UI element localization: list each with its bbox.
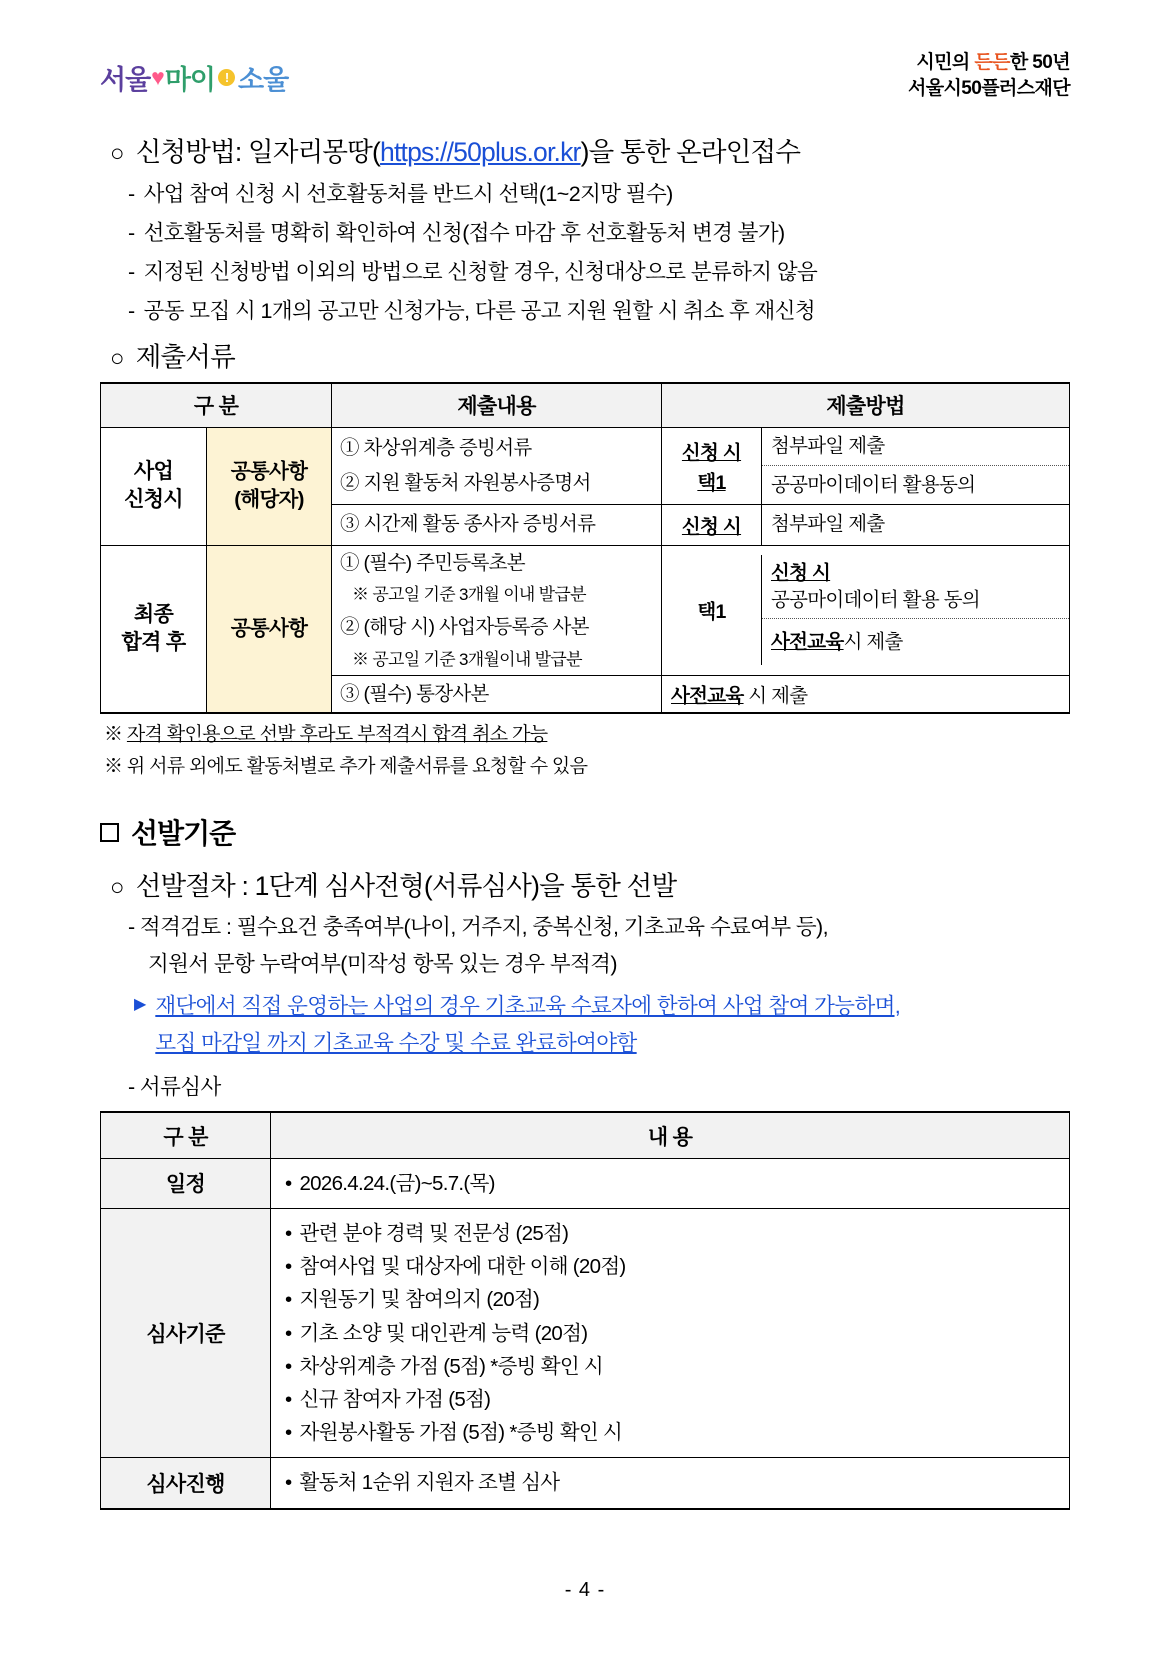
column-header-content: 제출내용 — [332, 383, 662, 427]
table-header-row — [101, 1112, 1070, 1158]
highlight-line1: 재단에서 직접 운영하는 사업의 경우 기초교육 수료자에 한하여 사업 참여 가능하며, — [155, 993, 901, 1018]
table-row — [101, 427, 1070, 504]
content-cell-apply-1 — [332, 427, 662, 504]
method-cell-apply-2 — [662, 504, 1070, 545]
triangle-bullet-icon: ▶ — [134, 995, 147, 1013]
tagline-accent: 든든 — [974, 52, 1010, 73]
highlight-line2: 모집 마감일 까지 기초교육 수강 및 수료 완료하여야함 — [155, 1031, 637, 1056]
list-item-label: 선호활동처를 명확히 확인하여 신청(접수 마감 후 선호활동처 변경 불가) — [143, 221, 785, 245]
apply-heading-after: )을 통한 온라인접수 — [580, 137, 801, 167]
list-item: • 관련 분야 경력 및 전문성 (25점) — [285, 1222, 569, 1246]
table-row — [101, 545, 1070, 676]
method-block-pretraining — [762, 618, 1069, 665]
tagline-prefix: 시민의 — [916, 52, 975, 73]
eligibility-text-line2: 지원서 문항 누락여부(미작성 항목 있는 경우 부적격) — [148, 951, 617, 976]
list-item: • 2026.4.24.(금)~5.7.(목) — [285, 1171, 495, 1195]
seoul-my-soul-logo — [100, 58, 288, 97]
list-item: • 기초 소양 및 대인관계 능력 (20점) — [285, 1321, 588, 1345]
method-block-mydata — [762, 555, 1069, 618]
documents-note-2 — [104, 751, 1070, 778]
selection-procedure-label: 선발절차 : 1단계 심사전형(서류심사)을 통한 선발 — [135, 871, 677, 902]
method-tag-pick-one: 택1 — [697, 471, 726, 494]
row-label-line1: 사업 — [133, 459, 174, 483]
method-tag-apply-time: 신청 시 — [681, 441, 742, 464]
row-label-criteria: 심사기준 — [101, 1209, 271, 1458]
selection-procedure-heading — [110, 864, 1070, 903]
list-item-label: 참여사업 및 대상자에 대한 이해 (20점) — [299, 1255, 626, 1279]
list-item: • 활동처 1순위 지원자 조별 심사 — [285, 1471, 560, 1495]
square-marker-icon — [100, 823, 119, 842]
circle-marker-icon: ○ — [110, 874, 124, 902]
list-item-label: 기초 소양 및 대인관계 능력 (20점) — [299, 1321, 588, 1345]
list-item-label: 자원봉사활동 가점 (5점) *증빙 확인 시 — [299, 1421, 623, 1445]
row-label-schedule: 일정 — [101, 1158, 271, 1208]
list-item-label: 2026.4.24.(금)~5.7.(목) — [299, 1171, 495, 1195]
content-cell-apply-2 — [332, 504, 662, 545]
common-line1: 공통사항 — [230, 460, 308, 484]
row-label-line2: 신청시 — [124, 488, 183, 511]
foundation-logo — [908, 50, 1070, 101]
list-item-label: 공동 모집 시 1개의 공고만 신청가능, 다른 공고 지원 원할 시 취소 후 재신청 — [143, 299, 816, 323]
content-cell-final-2 — [332, 676, 662, 714]
content-item: ② (해당 시) 사업자등록증 사본 — [340, 616, 589, 639]
column-header-method: 제출방법 — [662, 383, 1070, 427]
review-table — [100, 1111, 1070, 1509]
selection-title-label: 선발기준 — [131, 818, 236, 850]
method-tag-pick-one: 택1 — [697, 601, 726, 624]
list-item: • 참여사업 및 대상자에 대한 이해 (20점) — [285, 1255, 626, 1279]
page-number: - 4 - — [564, 1579, 606, 1601]
content-note: ※ 공고일 기준 3개월이내 발급분 — [352, 649, 582, 669]
common-line2: (해당자) — [234, 488, 304, 511]
jobmongttang-link[interactable]: https://50plus.or.kr — [380, 137, 581, 167]
list-item-label: 관련 분야 경력 및 전문성 (25점) — [299, 1222, 569, 1246]
content-item: ③ 시간제 활동 종사자 증빙서류 — [340, 513, 596, 536]
list-item: - 사업 참여 신청 시 선호활동처를 반드시 선택(1~2지망 필수) — [128, 182, 673, 206]
highlight-note — [134, 988, 1070, 1063]
method-text-submit: 시 제출 — [843, 631, 903, 654]
logo-text-part2: 마이 — [164, 65, 215, 95]
eligibility-text-line1: - 적격검토 : 필수요건 충족여부(나이, 거주지, 중복신청, 기초교육 수료여부 등), — [128, 915, 828, 940]
documents-table — [100, 382, 1070, 714]
method-pick-one — [662, 555, 762, 665]
list-item: • 차상위계층 가점 (5점) *증빙 확인 시 — [285, 1354, 604, 1378]
logo-text-part1: 서울 — [100, 65, 151, 95]
row-content-process — [271, 1458, 1070, 1509]
note-mark-icon: ※ — [104, 756, 123, 778]
tagline-suffix: 한 50년 — [1009, 52, 1070, 73]
heart-icon: ♥ — [151, 64, 164, 90]
list-item-label: 활동처 1순위 지원자 조별 심사 — [299, 1471, 560, 1495]
method-tag-pretraining: 사전교육 — [771, 631, 844, 654]
content-item: ① (필수) 주민등록초본 — [340, 551, 525, 574]
document-review-label: - 서류심사 — [128, 1075, 221, 1100]
row-label-process: 심사진행 — [101, 1458, 271, 1509]
method-text-mydata: 공공마이데이터 활용 동의 — [771, 588, 980, 611]
row-label-line2: 합격 후 — [121, 630, 186, 654]
table-header-row — [101, 383, 1070, 427]
list-item: - 공동 모집 시 1개의 공고만 신청가능, 다른 공고 지원 원할 시 취소 후 재신청 — [128, 299, 816, 323]
method-text-submit: 시 제출 — [743, 685, 808, 708]
page-header — [100, 0, 1070, 120]
method-tag-apply-time: 신청 시 — [681, 515, 742, 538]
row-label-final — [101, 545, 207, 713]
table-row — [101, 1158, 1070, 1208]
column-header-category: 구 분 — [101, 1112, 271, 1158]
content-item: ① 차상위계층 증빙서류 — [340, 437, 532, 460]
method-tags — [662, 505, 762, 545]
method-text-attachment: 첨부파일 제출 — [771, 435, 885, 458]
content-cell-final-1 — [332, 545, 662, 676]
note-mark-icon: ※ — [104, 724, 123, 746]
row-label-apply — [101, 427, 207, 545]
exclamation-dot-icon: ! — [218, 69, 235, 86]
content-item: ③ (필수) 통장사본 — [340, 683, 489, 706]
method-cell-final-2 — [662, 676, 1070, 714]
list-item-label: 차상위계층 가점 (5점) *증빙 확인 시 — [299, 1354, 604, 1378]
list-item: - 지정된 신청방법 이외의 방법으로 신청할 경우, 신청대상으로 분류하지 않음 — [128, 260, 818, 284]
documents-heading-label: 제출서류 — [135, 342, 235, 372]
foundation-name: 서울시50플러스재단 — [908, 77, 1070, 99]
content-note: ※ 공고일 기준 3개월 이내 발급분 — [352, 584, 586, 604]
selection-section-title — [100, 812, 1070, 852]
list-item-label: 사업 참여 신청 시 선호활동처를 반드시 선택(1~2지망 필수) — [143, 182, 673, 206]
apply-heading-before: 신청방법: 일자리몽땅( — [135, 137, 381, 167]
list-item-label: 신규 참여자 가점 (5점) — [299, 1388, 491, 1412]
row-common-apply — [207, 427, 332, 545]
column-header-content: 내 용 — [271, 1112, 1070, 1158]
row-label-line1: 최종 — [133, 602, 174, 626]
logo-text-part3: 소울 — [238, 65, 289, 95]
row-content-criteria — [271, 1209, 1070, 1458]
apply-notes-list — [100, 177, 1070, 325]
list-item-label: 지정된 신청방법 이외의 방법으로 신청할 경우, 신청대상으로 분류하지 않음 — [143, 260, 818, 284]
list-item: • 자원봉사활동 가점 (5점) *증빙 확인 시 — [285, 1421, 623, 1445]
row-content-schedule — [271, 1158, 1070, 1208]
common-line1: 공통사항 — [230, 617, 308, 641]
apply-method-heading — [110, 130, 1070, 169]
foundation-tagline — [908, 50, 1070, 76]
list-item: • 신규 참여자 가점 (5점) — [285, 1388, 491, 1412]
method-tags — [662, 428, 762, 504]
method-cell-apply-1 — [662, 427, 1070, 504]
circle-marker-icon: ○ — [110, 140, 124, 167]
note-text: 위 서류 외에도 활동처별로 추가 제출서류를 요청할 수 있음 — [126, 756, 588, 778]
note-text: 자격 확인용으로 선발 후라도 부적격시 합격 취소 가능 — [126, 724, 548, 746]
list-item: - 선호활동처를 명확히 확인하여 신청(접수 마감 후 선호활동처 변경 불가) — [128, 221, 785, 245]
list-item-label: 지원동기 및 참여의지 (20점) — [299, 1288, 540, 1312]
documents-heading — [110, 335, 1070, 374]
column-header-category: 구 분 — [101, 383, 332, 427]
table-row — [101, 1209, 1070, 1458]
method-tag-pretraining: 사전교육 — [671, 685, 744, 708]
content-item: ② 지원 활동처 자원봉사증명서 — [340, 471, 591, 494]
table-row — [101, 1458, 1070, 1509]
circle-marker-icon: ○ — [110, 345, 124, 372]
method-cell-final-1 — [662, 545, 1070, 676]
method-block-pretraining — [662, 676, 1069, 712]
method-text-attachment: 첨부파일 제출 — [771, 513, 885, 536]
method-text-mydata: 공공마이데이터 활용동의 — [762, 465, 1069, 504]
documents-note-1 — [104, 719, 1070, 746]
method-tag-apply-time: 신청 시 — [771, 562, 831, 585]
row-common-final — [207, 545, 332, 713]
list-item: • 지원동기 및 참여의지 (20점) — [285, 1288, 540, 1312]
